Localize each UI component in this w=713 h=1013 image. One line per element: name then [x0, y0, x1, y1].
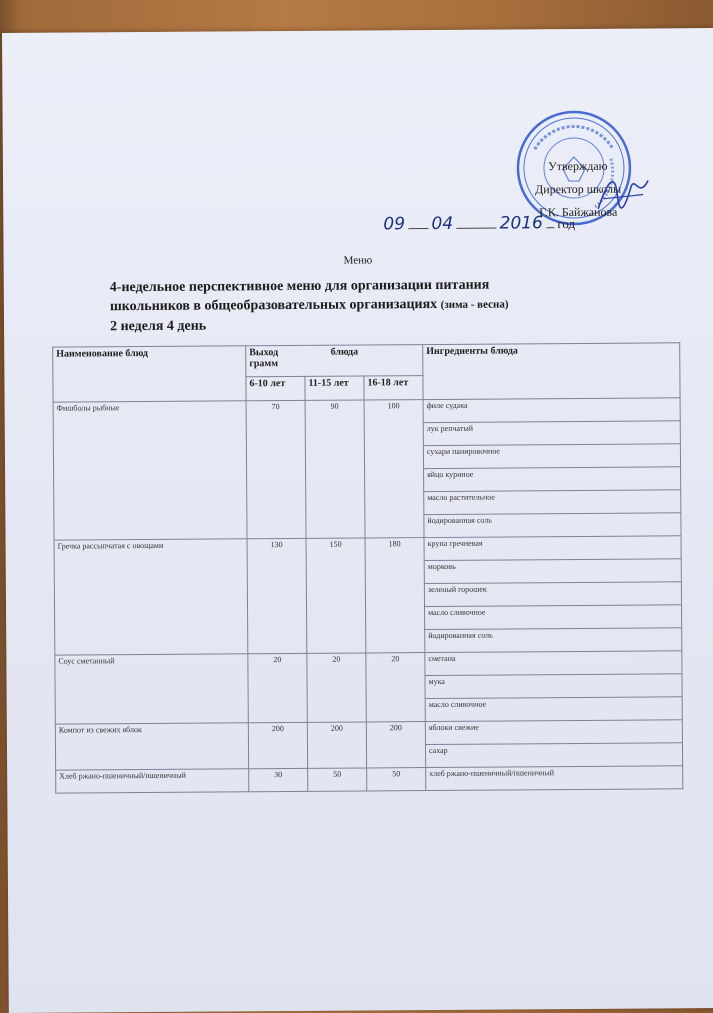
menu-table: [52, 342, 683, 793]
date-day: 09: [383, 214, 406, 235]
header-dish-name: Наименование блюд: [53, 346, 246, 402]
ingredient: филе судака: [423, 398, 680, 423]
yield-16-18: 100: [364, 400, 424, 538]
ingredient: сахар: [425, 743, 682, 768]
header-age-6-10: 6-10 лет: [246, 376, 305, 400]
menu-table-body: [53, 398, 683, 793]
ingredient: яблоки свежие: [425, 720, 682, 745]
header-yield: [246, 345, 423, 377]
approval-date: [383, 213, 575, 234]
ingredient: сухари панировочное: [423, 444, 680, 469]
yield-16-18: 200: [366, 722, 425, 768]
header-age-11-15: 11-15 лет: [305, 376, 364, 400]
ingredient: масло растительное: [424, 490, 681, 515]
ingredient: лук репчатый: [423, 421, 680, 446]
ingredient: мука: [425, 674, 682, 699]
dish-name: Соус сметанный: [55, 654, 248, 724]
ingredient: хлеб ржано-пшеничный/пшеничный: [426, 766, 683, 791]
ingredient: масло сливочное: [425, 697, 682, 722]
date-month: 04: [431, 213, 454, 235]
header-yield-3: грамм: [249, 358, 279, 370]
ingredient: йодированная соль: [425, 628, 682, 653]
ingredient: йодированная соль: [424, 513, 681, 538]
ingredient: зеленый горошек: [424, 582, 681, 607]
header-ingredients: Ингредиенты блюда: [423, 343, 680, 400]
handwritten-signature: [593, 168, 653, 218]
dish-name: Гречка рассыпчатая с овощами: [54, 539, 248, 655]
ingredient: морковь: [424, 559, 681, 584]
approval-line-approve: Утверждаю: [548, 158, 608, 174]
ingredient: крупа гречневая: [424, 536, 681, 561]
ingredient: масло сливочное: [425, 605, 682, 630]
yield-11-15: 90: [305, 400, 365, 538]
approval-line-name: Г.К. Байжанова: [539, 204, 618, 220]
dish-name: Компот из свежих яблок: [55, 723, 248, 770]
approval-line-title: Директор школы: [535, 181, 622, 197]
yield-16-18: 180: [365, 538, 425, 653]
title-line-1: 4-недельное перспективное меню для организации питания: [109, 277, 490, 296]
yield-6-10: 200: [248, 722, 307, 768]
yield-6-10: 20: [248, 653, 307, 722]
yield-6-10: 30: [249, 768, 308, 791]
ingredient: сметана: [425, 651, 682, 676]
header-yield-1: Выход: [249, 347, 279, 359]
date-suffix: год: [557, 216, 576, 232]
yield-6-10: 70: [246, 400, 306, 538]
yield-16-18: 50: [367, 768, 426, 791]
dish-name: Хлеб ржано-пшеничный/пшеничный: [56, 769, 249, 793]
dish-name: Фишболы рыбные: [53, 401, 247, 540]
table-row: [56, 766, 683, 793]
season-label: (зима - весна): [440, 298, 509, 311]
yield-11-15: 50: [308, 768, 367, 791]
yield-11-15: 150: [306, 538, 366, 653]
yield-11-15: 20: [307, 653, 366, 722]
title-line-3: 2 неделя 4 день: [110, 318, 207, 335]
date-year: 2016: [499, 213, 543, 234]
ingredient: яйцо куриное: [424, 467, 681, 492]
menu-label: Меню: [343, 254, 373, 267]
yield-6-10: 130: [247, 538, 307, 653]
document-page: [2, 28, 713, 1013]
title-line-2: школьников в общеобразовательных организациях: [109, 296, 438, 315]
page-title: [110, 275, 630, 337]
yield-16-18: 20: [366, 653, 425, 722]
header-yield-2: блюда: [330, 346, 359, 358]
header-age-16-18: 16-18 лет: [364, 376, 423, 400]
yield-11-15: 200: [307, 722, 366, 768]
